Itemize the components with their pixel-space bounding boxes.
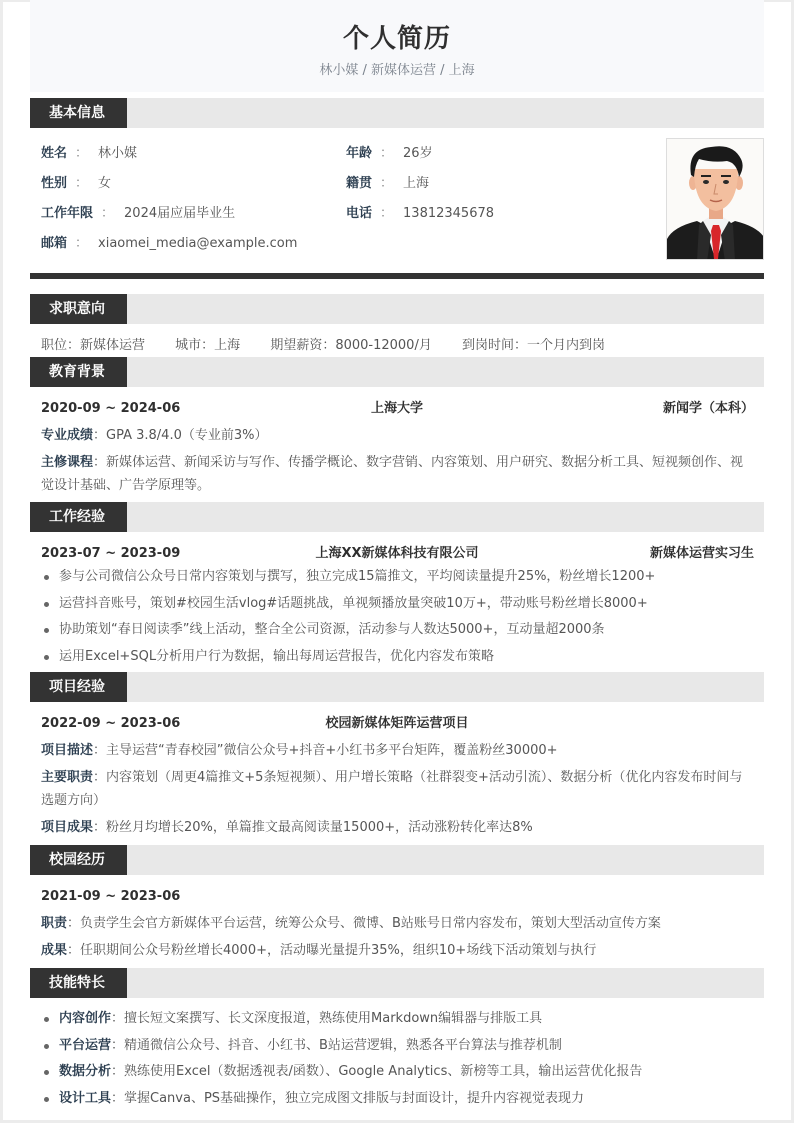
field-years: 工作年限 ： 2024届应届毕业生 bbox=[41, 206, 236, 221]
list-item: 参与公司微信公众号日常内容策划与撰写，独立完成15篇推文，平均阅读量提升25%，粉丝增长1200+ bbox=[44, 564, 764, 591]
page-title: 个人简历 bbox=[342, 24, 451, 54]
section-header-intent bbox=[30, 294, 764, 324]
list-item: 平台运营：精通微信公众号、抖音、小红书、B站运营逻辑，熟悉各平台算法与推荐机制 bbox=[44, 1033, 764, 1060]
section-header-work bbox=[30, 502, 764, 532]
field-value: 女 bbox=[98, 176, 112, 191]
entry-project-name: 校园新媒体矩阵运营项目 bbox=[325, 716, 469, 731]
field-phone: 电话 ： 13812345678 bbox=[346, 206, 495, 221]
entry-period: 2021-09 ~ 2023-06 bbox=[41, 889, 181, 904]
field-age: 年龄 ： 26岁 bbox=[346, 146, 433, 161]
section-title: 工作经验 bbox=[30, 502, 127, 532]
field-label: 电话 bbox=[346, 206, 373, 221]
section-header-education bbox=[30, 357, 764, 387]
section-header-basic bbox=[30, 98, 764, 128]
project-desc: 项目描述：主导运营“青春校园”微信公众号+抖音+小红书多平台矩阵，覆盖粉丝30000+ bbox=[41, 743, 558, 758]
field-value: 26岁 bbox=[403, 146, 433, 161]
resume bbox=[30, 0, 764, 1112]
entry-period: 2020-09 ~ 2024-06 bbox=[41, 401, 181, 416]
list-item: 运营抖音账号，策划#校园生活vlog#话题挑战，单视频播放量突破10万+，带动账号粉丝增长8000+ bbox=[44, 591, 764, 618]
section-header-campus bbox=[30, 845, 764, 875]
entry-school: 上海大学 bbox=[370, 401, 423, 416]
field-value: 13812345678 bbox=[403, 206, 495, 221]
field-value: xiaomei_media@example.com bbox=[98, 236, 298, 251]
education-entry bbox=[30, 400, 764, 497]
section-title: 教育背景 bbox=[30, 357, 127, 387]
entry-company: 上海XX新媒体科技有限公司 bbox=[315, 546, 479, 561]
intent-salary: 期望薪资：8000-12000/月 bbox=[270, 338, 432, 353]
entry-major: 新闻学（本科） bbox=[662, 401, 754, 416]
field-label: 籍贯 bbox=[346, 176, 373, 191]
field-name: 姓名 ： 林小媒 bbox=[41, 146, 138, 161]
section-header-project bbox=[30, 672, 764, 702]
intent-position: 职位：新媒体运营 bbox=[41, 338, 146, 353]
list-item: 运用Excel+SQL分析用户行为数据，输出每周运营报告，优化内容发布策略 bbox=[44, 644, 764, 671]
field-label: 年龄 bbox=[346, 146, 373, 161]
intent-arrival: 到岗时间：一个月内到岗 bbox=[461, 338, 605, 353]
basic-info bbox=[30, 128, 764, 273]
section-title: 校园经历 bbox=[30, 845, 127, 875]
list-item: 内容创作：擅长短文案撰写、长文深度报道，熟练使用Markdown编辑器与排版工具 bbox=[44, 1006, 764, 1033]
job-intent bbox=[30, 324, 764, 357]
work-entry bbox=[30, 545, 764, 670]
field-value: 上海 bbox=[403, 176, 430, 191]
list-item: 协助策划“春日阅读季”线上活动，整合全公司资源，活动参与人数达5000+，互动量超2000条 bbox=[44, 617, 764, 644]
section-title: 求职意向 bbox=[30, 294, 127, 324]
entry-period: 2022-09 ~ 2023-06 bbox=[41, 716, 181, 731]
section-title: 基本信息 bbox=[30, 98, 127, 128]
field-value: 2024届应届毕业生 bbox=[124, 206, 236, 221]
section-title: 项目经验 bbox=[30, 672, 127, 702]
page-subtitle: 林小媒 / 新媒体运营 / 上海 bbox=[319, 63, 475, 78]
field-label: 工作年限 bbox=[41, 206, 94, 221]
avatar-illustration-icon bbox=[667, 139, 764, 260]
field-label: 姓名 bbox=[41, 146, 68, 161]
campus-duty: 职责：负责学生会官方新媒体平台运营，统筹公众号、微博、B站账号日常内容发布，策划大型活动宣传方案 bbox=[41, 916, 661, 931]
education-gpa: 专业成绩：GPA 3.8/4.0（专业前3%） bbox=[41, 428, 268, 443]
entry-period: 2023-07 ~ 2023-09 bbox=[41, 546, 181, 561]
work-bullets bbox=[30, 564, 764, 670]
campus-entry bbox=[30, 888, 764, 964]
field-gender: 性别 ： 女 bbox=[41, 176, 112, 191]
field-email: 邮箱 ： xiaomei_media@example.com bbox=[41, 236, 298, 251]
field-label: 性别 bbox=[41, 176, 68, 191]
field-value: 林小媒 bbox=[98, 146, 138, 161]
section-header-skills bbox=[30, 968, 764, 998]
section-title: 技能特长 bbox=[30, 968, 127, 998]
project-duty: 主要职责：内容策划（周更4篇推文+5条短视频）、用户增长策略（社群裂变+活动引流）、数据分析（优化内容发布时间与选题方向） bbox=[41, 770, 743, 808]
resume-header bbox=[30, 0, 764, 92]
campus-result: 成果：任职期间公众号粉丝增长4000+，活动曝光量提升35%，组织10+场线下活动策划与执行 bbox=[41, 943, 597, 958]
profile-photo bbox=[666, 138, 764, 260]
project-entry bbox=[30, 715, 764, 841]
project-result: 项目成果：粉丝月均增长20%，单篇推文最高阅读量15000+，活动涨粉转化率达8% bbox=[41, 820, 533, 835]
field-label: 邮箱 bbox=[41, 236, 68, 251]
education-courses: 主修课程：新媒体运营、新闻采访与写作、传播学概论、数字营销、内容策划、用户研究、数据分析工具、短视频创作、视觉设计基础、广告学原理等。 bbox=[41, 455, 744, 493]
field-hometown: 籍贯 ： 上海 bbox=[346, 176, 430, 191]
skills-list bbox=[30, 1006, 764, 1112]
list-item: 设计工具：掌握Canva、PS基础操作，独立完成图文排版与封面设计，提升内容视觉表现力 bbox=[44, 1086, 764, 1113]
entry-role: 新媒体运营实习生 bbox=[649, 546, 754, 561]
intent-city: 城市：上海 bbox=[175, 338, 241, 353]
list-item: 数据分析：熟练使用Excel（数据透视表/函数）、Google Analytics、新榜等工具，输出运营优化报告 bbox=[44, 1059, 764, 1086]
